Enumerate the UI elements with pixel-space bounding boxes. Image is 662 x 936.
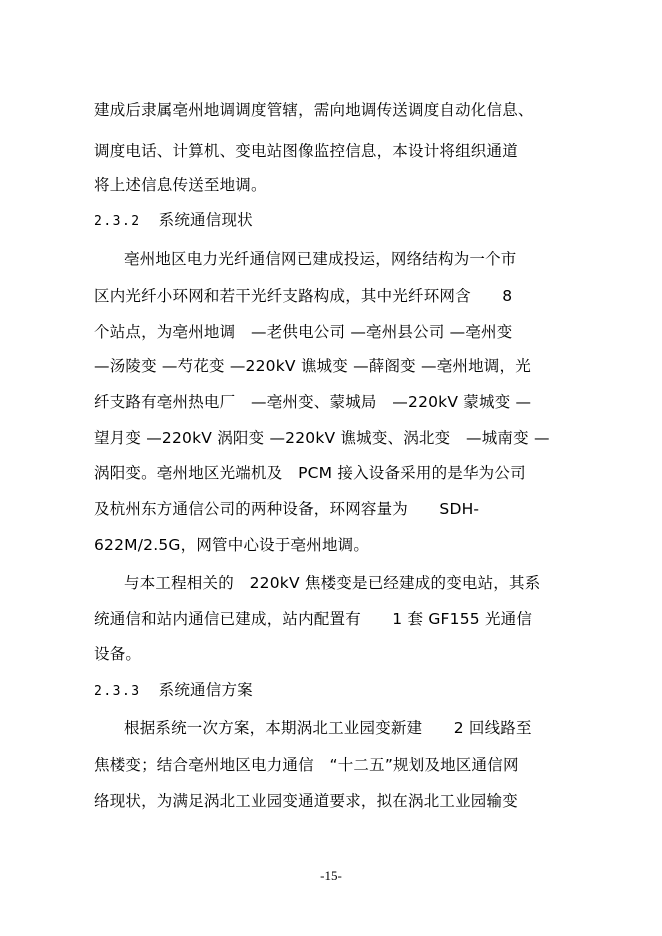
- paragraph-line: 统通信和站内通信已建成，站内配置有 1 套 GF155 光通信: [94, 610, 533, 628]
- paragraph-line: 纤支路有亳州热电厂 —亳州变、蒙城局 —220kV 蒙城变 —: [94, 393, 532, 411]
- paragraph-line: 调度电话、计算机、变电站图像监控信息，本设计将组织通道: [94, 142, 518, 160]
- section-number: 2.3.2: [94, 214, 141, 229]
- paragraph-line: 焦楼变；结合亳州地区电力通信 “十二五”规划及地区通信网: [94, 756, 519, 774]
- page-number: -15-: [320, 868, 342, 883]
- section-heading-2-3-3: [94, 680, 612, 702]
- paragraph-line: 根据系统一次方案，本期涡北工业园变新建 2 回线路至: [124, 719, 532, 737]
- paragraph-line: 亳州地区电力光纤通信网已建成投运，网络结构为一个市: [124, 250, 517, 268]
- paragraph-line: 建成后隶属亳州地调调度管辖，需向地调传送调度自动化信息、: [94, 101, 534, 119]
- paragraph-line: 涡阳变。亳州地区光端机及 PCM 接入设备采用的是华为公司: [94, 464, 526, 482]
- paragraph-line: —汤陵变 —芍花变 —220kV 谯城变 —薛阁变 —亳州地调，光: [94, 357, 531, 375]
- paragraph-line: 络现状，为满足涡北工业园变通道要求，拟在涡北工业园输变: [94, 792, 518, 810]
- paragraph-line: 将上述信息传送至地调。: [94, 176, 267, 194]
- paragraph-line: 及杭州东方通信公司的两种设备，环网容量为 SDH-: [94, 500, 480, 518]
- paragraph-line: 区内光纤小环网和若干光纤支路构成，其中光纤环网含 8: [94, 287, 513, 305]
- paragraph-line: 与本工程相关的 220kV 焦楼变是已经建成的变电站，其系: [124, 574, 541, 592]
- paragraph-line: 望月变 —220kV 涡阳变 —220kV 谯城变、涡北变 —城南变 —: [94, 429, 550, 447]
- paragraph-line: 622M/2.5G，网管中心设于亳州地调。: [94, 536, 370, 554]
- paragraph-line: 个站点，为亳州地调 —老供电公司 —亳州县公司 —亳州变: [94, 323, 513, 341]
- paragraph-line: 设备。: [94, 645, 142, 663]
- section-title: 系统通信现状: [158, 211, 253, 229]
- section-title: 系统通信方案: [158, 681, 253, 699]
- section-heading-2-3-2: [94, 210, 612, 232]
- section-number: 2.3.3: [94, 684, 141, 699]
